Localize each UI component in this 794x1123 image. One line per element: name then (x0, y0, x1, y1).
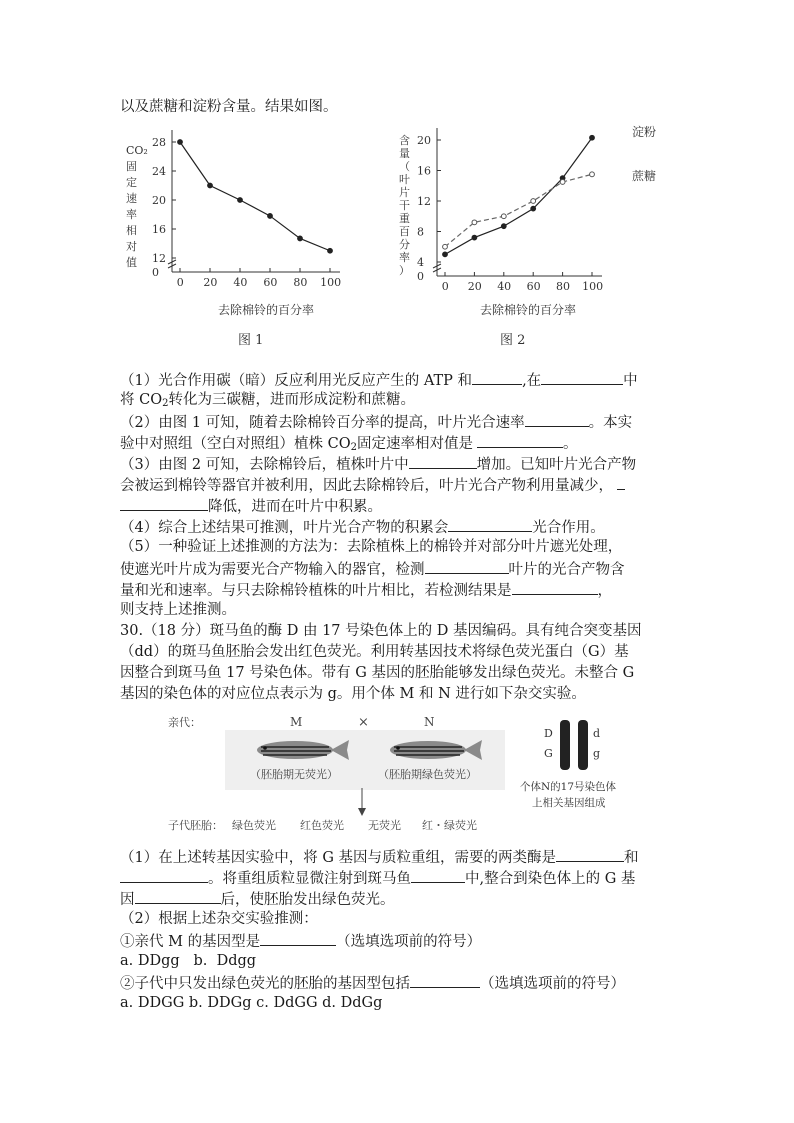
figure-1-chart (118, 120, 368, 350)
offspring-none: 无荧光 (368, 819, 401, 832)
q1-line-1: （1）光合作用碳（暗）反应利用光反应产生的 ATP 和 ,在 中 (120, 369, 638, 391)
q30-2-1-options: a. DDgg b. Ddgg (120, 953, 257, 969)
f2-data-point (531, 206, 536, 211)
f2-x-tick-label: 100 (582, 280, 604, 293)
f1-data-point (238, 198, 243, 203)
q1-blank-2[interactable] (541, 369, 623, 385)
f2-ylabel-char: 片 (399, 186, 410, 199)
f2-data-point (501, 224, 506, 229)
f1-data-point (178, 140, 183, 145)
f1-x-tick-label: 80 (293, 276, 308, 289)
f2-x-tick-label: 0 (441, 280, 449, 293)
f1-series-line-0 (180, 142, 330, 251)
f1-ylabel-char: 速 (126, 192, 137, 205)
f2-ylabel-char: 含 (399, 134, 410, 147)
f2-data-point (590, 135, 595, 140)
q30-1-blank-1[interactable] (556, 846, 624, 862)
q1-line-2: 将 $CO_2$转化为三碳糖，进而形成淀粉和蔗糖。 (120, 392, 415, 409)
parent-n-description: （胚胎期绿色荧光） (378, 768, 477, 781)
q4-line-1: （4）综合上述结果可推测，叶片光合产物的积累会 光合作用。 (120, 516, 605, 538)
chromosome-caption-2: 上相关基因组成 (532, 797, 606, 809)
f2-x-tick-label: 40 (497, 280, 512, 293)
f1-ylabel-char: 值 (126, 256, 137, 269)
q4-blank-1[interactable] (448, 516, 532, 532)
f1-x-tick-label: 0 (176, 276, 184, 289)
svg-text:G: G (544, 747, 553, 760)
f2-y-tick-label: 4 (417, 256, 424, 269)
f1-y-tick-label: 20 (152, 194, 166, 207)
q30-1-blank-4[interactable] (135, 888, 221, 904)
offspring-green: 绿色荧光 (232, 819, 276, 832)
q30-2-2-line: ②子代中只发出绿色荧光的胚胎的基因型包括 （选填选项前的符号） (120, 972, 625, 994)
offspring-red: 红色荧光 (300, 819, 344, 832)
q2-line-1: （2）由图 1 可知，随着去除棉铃百分率的提高，叶片光合速率 。本实 (120, 411, 632, 433)
f2-data-point (501, 214, 506, 219)
q5-line-3: 量和光和速率。与只去除棉铃植株的叶片相比，若检测结果是 ， (120, 579, 612, 601)
q5-blank-1[interactable] (425, 558, 509, 574)
f1-ylabel-char: 定 (126, 176, 137, 189)
chromosome-diagram (520, 720, 617, 809)
p30-line-4: 基因的染色体的对应位点表示为 g。用个体 M 和 N 进行如下杂交实验。 (120, 686, 586, 702)
f2-y-zero-label: 0 (417, 270, 424, 283)
q3-line-2: 会被运到棉铃等器官并被利用，因此去除棉铃后，叶片光合产物利用量减少， (120, 474, 625, 496)
f1-ylabel-char: 固 (126, 160, 137, 173)
p30-line-1: 30.（18 分）斑马鱼的酶 D 由 17 号染色体上的 D 基因编码。具有纯合突变基因 (120, 623, 642, 639)
q1-blank-1[interactable] (472, 369, 522, 385)
f2-y-tick-label: 16 (417, 164, 431, 178)
figure-1-x-axis-label: 去除棉铃的百分率 (218, 303, 315, 317)
f2-ylabel-char: ） (399, 264, 410, 277)
f1-y-tick-label: 12 (152, 252, 166, 265)
figure-2-legend-sucrose: 蔗糖 (632, 169, 657, 183)
f1-ylabel-char: 率 (126, 208, 137, 221)
f1-x-tick-label: 40 (233, 276, 248, 289)
p30-line-3: 因整合到斑马鱼 17 号染色体。带有 G 基因的胚胎能够发出绿色荧光。未整合 G (120, 665, 635, 681)
q2-line-2: 验中对照组（空白对照组）植株 $CO_2$固定速率相对值是 。 (120, 432, 577, 458)
q30-2-1-blank[interactable] (260, 930, 336, 946)
svg-text:g: g (593, 747, 601, 760)
f1-data-point (328, 248, 333, 253)
q5-line-1: （5）一种验证上述推测的方法为：去除植株上的棉铃并对部分叶片遮光处理， (120, 539, 623, 555)
f2-series-line-0 (445, 138, 592, 255)
q30-1-line-2: 。将重组质粒显微注射到斑马鱼 中,整合到染色体上的 G 基 (120, 867, 635, 889)
q30-2-line-1: （2）根据上述杂交实验推测： (120, 911, 318, 927)
figure-2-legend-starch: 淀粉 (632, 125, 657, 139)
f2-ylabel-char: 叶 (399, 173, 410, 186)
parent-label: 亲代： (168, 716, 201, 729)
f1-ylabel-char: 对 (126, 240, 137, 253)
q2-blank-1[interactable] (525, 411, 589, 427)
down-arrow-icon (358, 808, 366, 816)
q3-blank-2[interactable] (120, 495, 208, 511)
f2-data-point (443, 244, 448, 249)
f2-x-tick-label: 60 (526, 280, 541, 293)
q30-1-blank-2[interactable] (120, 867, 208, 883)
q3-blank-1[interactable] (409, 453, 477, 469)
figure-1-caption: 图 1 (238, 333, 264, 348)
chromosome-caption-1: 个体N的17号染色体 (520, 781, 617, 793)
q5-line-4: 则支持上述推测。 (120, 602, 236, 618)
f1-x-tick-label: 60 (263, 276, 278, 289)
f1-y-tick-label: 16 (152, 223, 166, 236)
f2-ylabel-char: 重 (399, 212, 410, 225)
parent-m-label: M (290, 715, 303, 729)
q30-1-line-3: 因 后，使胚胎发出绿色荧光。 (120, 888, 395, 910)
f2-y-tick-label: 12 (417, 195, 431, 208)
f1-ylabel-char: CO₂ (126, 144, 148, 157)
f1-x-tick-label: 100 (320, 276, 342, 289)
cross-times: × (358, 715, 369, 730)
f1-ylabel-char: 相 (126, 224, 137, 237)
f2-ylabel-char: （ (399, 160, 410, 173)
q30-2-2-options: a. DDGG b. DDGg c. DdGG d. DdGg (120, 995, 383, 1011)
q3-line-1: （3）由图 2 可知，去除棉铃后，植株叶片中 增加。已知叶片光合产物 (120, 453, 636, 475)
f2-y-tick-label: 20 (417, 134, 431, 147)
f2-series-line-1 (445, 174, 592, 246)
f2-ylabel-char: 干 (399, 199, 410, 212)
q5-line-2: 使遮光叶片成为需要光合产物输入的器官，检测 叶片的光合产物含 (120, 558, 625, 580)
offspring-label: 子代胚胎： (168, 819, 223, 832)
f2-ylabel-char: 量 (399, 147, 410, 160)
q5-blank-2[interactable] (512, 579, 598, 595)
q3-blank-2a[interactable] (617, 474, 625, 490)
f1-y-tick-label: 28 (152, 136, 166, 149)
figure-2-y-axis-label (399, 133, 410, 277)
f1-data-point (298, 236, 303, 241)
f1-data-point (268, 214, 273, 219)
f2-data-point (472, 235, 477, 240)
q30-1-line-1: （1）在上述转基因实验中，将 G 基因与质粒重组，需要的两类酶是 和 (120, 846, 639, 868)
figure-1-y-axis-label (126, 144, 148, 269)
q30-1-blank-3[interactable] (411, 867, 465, 883)
f2-x-tick-label: 80 (556, 280, 570, 293)
f1-y-tick-label: 24 (152, 165, 166, 178)
f2-ylabel-char: 率 (399, 251, 410, 264)
q3-line-3: 降低，进而在叶片中积累。 (120, 495, 382, 517)
figure-2-caption: 图 2 (500, 333, 526, 348)
f2-data-point (443, 252, 448, 257)
intro-text: 以及蔗糖和淀粉含量。结果如图。 (120, 99, 338, 115)
parent-m-description: （胚胎期无荧光） (250, 768, 338, 781)
svg-text:D: D (544, 727, 553, 740)
f2-data-point (472, 220, 477, 225)
f1-data-point (208, 183, 213, 188)
svg-text:d: d (593, 727, 601, 740)
figure-2-x-axis-label: 去除棉铃的百分率 (480, 303, 577, 317)
cross-diagram (160, 710, 660, 840)
q30-2-2-blank[interactable] (410, 972, 480, 988)
q2-blank-2[interactable] (477, 432, 563, 448)
q30-2-1-line: ①亲代 M 的基因型是 （选填选项前的符号） (120, 930, 481, 952)
p30-line-2: （dd）的斑马鱼胚胎会发出红色荧光。利用转基因技术将绿色荧光蛋白（G）基 (120, 644, 629, 660)
f2-ylabel-char: 百 (399, 225, 410, 238)
f2-data-point (560, 180, 565, 185)
f2-x-tick-label: 20 (467, 280, 482, 293)
f2-y-tick-label: 8 (417, 225, 424, 239)
f2-data-point (590, 172, 595, 177)
offspring-red-green: 红・绿荧光 (422, 819, 477, 832)
f2-ylabel-char: 分 (399, 238, 410, 251)
parent-n-label: N (424, 715, 435, 729)
f1-x-tick-label: 20 (203, 276, 218, 289)
f2-data-point (531, 199, 536, 204)
figure-2-chart (395, 120, 670, 350)
f1-y-zero-label: 0 (152, 266, 159, 279)
